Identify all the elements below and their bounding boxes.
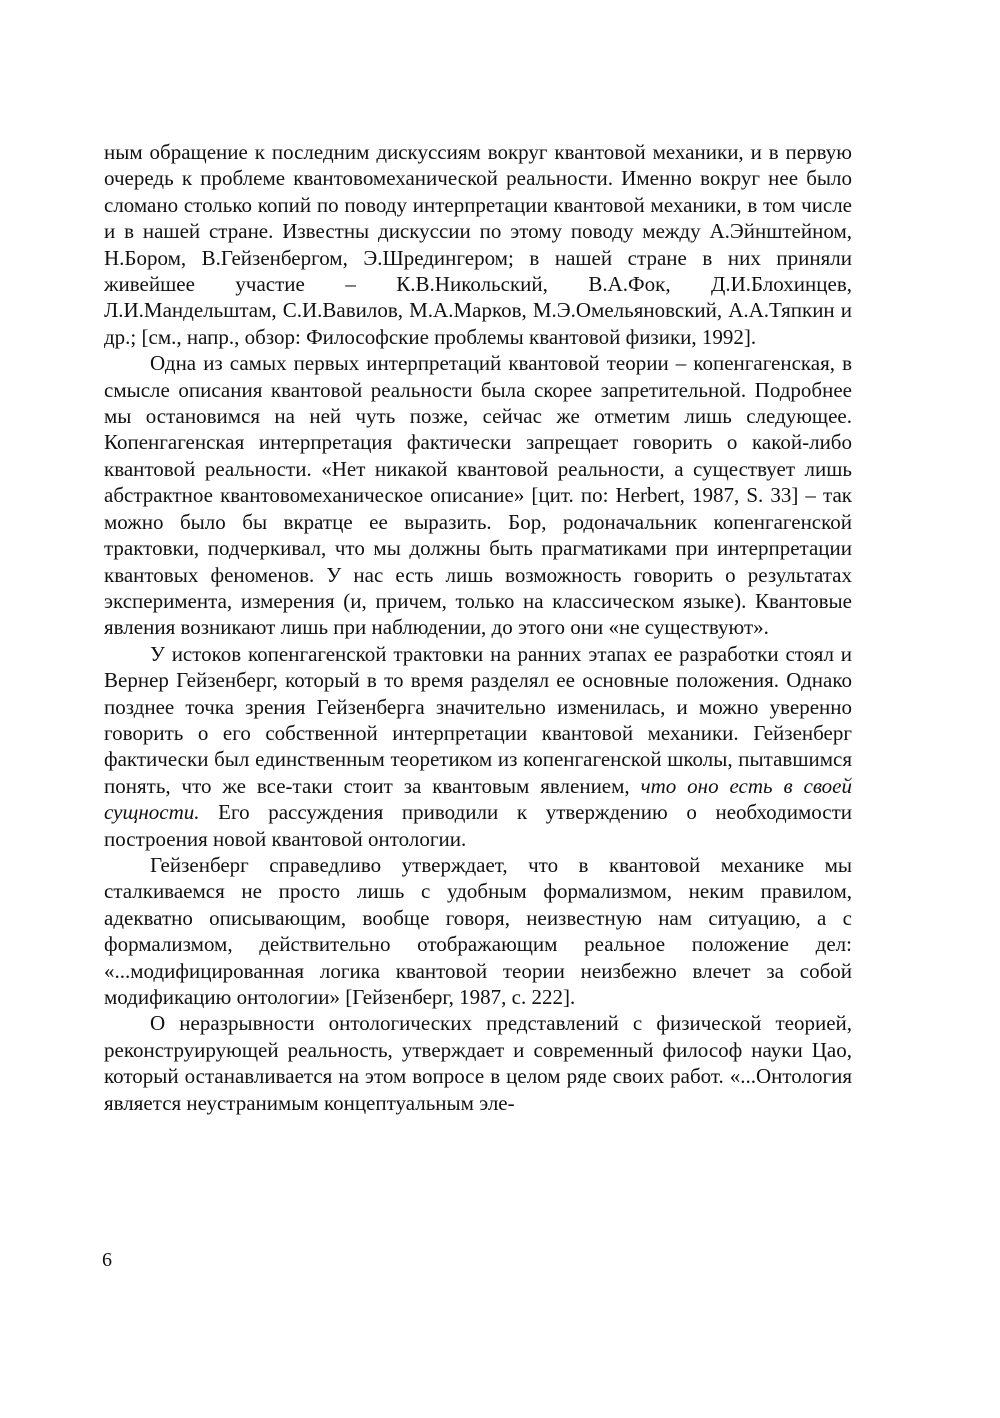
paragraph-4: Гейзенберг справедливо утверждает, что в квантовой механике мы сталкиваемся не просто лишь с удобным формализмом, неким правилом, адекватно описывающим, вообще говоря, неизвестную нам ситуацию, а с формализмом, действительно отображающим реальное положение дел: «...модифицированная логика квантовой теории неизбежно влечет за собой модификацию онтологии» [Гейзенберг, 1987, с. 222].	[104, 852, 852, 1009]
paragraph-1: ным обращение к последним дискуссиям вокруг квантовой механики, и в первую очередь к проблеме квантовомеханической реальности. Именно вокруг нее было сломано столько копий по поводу интерпретации квантовой механики, в том числе и в нашей стране. Известны дискуссии по этому поводу между А.Эйнштейном, Н.Бором, В.Гейзенбергом, Э.Шредингером; в нашей стране в них приняли живейшее участие – К.В.Никольский, В.А.Фок, Д.И.Блохинцев, Л.И.Мандельштам, С.И.Вавилов, М.А.Марков, М.Э.Омельяновский, А.А.Тяпкин и др.; [см., напр., обзор: Философские проблемы квантовой физики, 1992].	[104, 140, 852, 349]
page-number: 6	[102, 1249, 112, 1271]
paragraph-3	[104, 641, 852, 852]
paragraph-3-text-after: Его рассуждения приводили к утверждению о необходимости построения новой квантовой онтологии.	[104, 800, 852, 851]
paragraph-5: О неразрывности онтологических представлений с физической теорией, реконструирующей реальность, утверждает и современный философ науки Цао, который останавливается на этом вопросе в целом ряде своих работ. «...Онтология является неустранимым концептуальным эле-	[104, 1011, 852, 1115]
body-text	[104, 139, 852, 1116]
paragraph-3-italic-phrase: что оно есть в своей сущности.	[104, 773, 852, 825]
paragraph-2: Одна из самых первых интерпретаций квантовой теории – копенгагенская, в смысле описания квантовой реальности была скорее запретительной. Подробнее мы остановимся на ней чуть позже, сейчас же отметим лишь следующее. Копенгагенская интерпретация фактически запрещает говорить о какой-либо квантовой реальности. «Нет никакой квантовой реальности, а существует лишь абстрактное квантовомеханическое описание» [цит. по: Herbert, 1987, S. 33] – так можно было бы вкратце ее выразить. Бор, родоначальник копенгагенской трактовки, подчеркивал, что мы должны быть прагматиками при интерпретации квантовых феноменов. У нас есть лишь возможность говорить о результатах эксперимента, измерения (и, причем, только на классическом языке). Квантовые явления возникают лишь при наблюдении, до этого они «не существуют».	[104, 351, 852, 640]
paragraph-3-text-before: У истоков копенгагенской трактовки на ранних этапах ее разработки стоял и Вернер Гейзенберг, который в то время разделял ее основные положения. Однако позднее точка зрения Гейзенберга значительно изменилась, и можно уверенно говорить о его собственной интерпретации квантовой механики. Гейзенберг фактически был единственным теоретиком из копенгагенской школы, пытавшимся понять, что же все-таки стоит за квантовым явлением,	[104, 641, 852, 798]
